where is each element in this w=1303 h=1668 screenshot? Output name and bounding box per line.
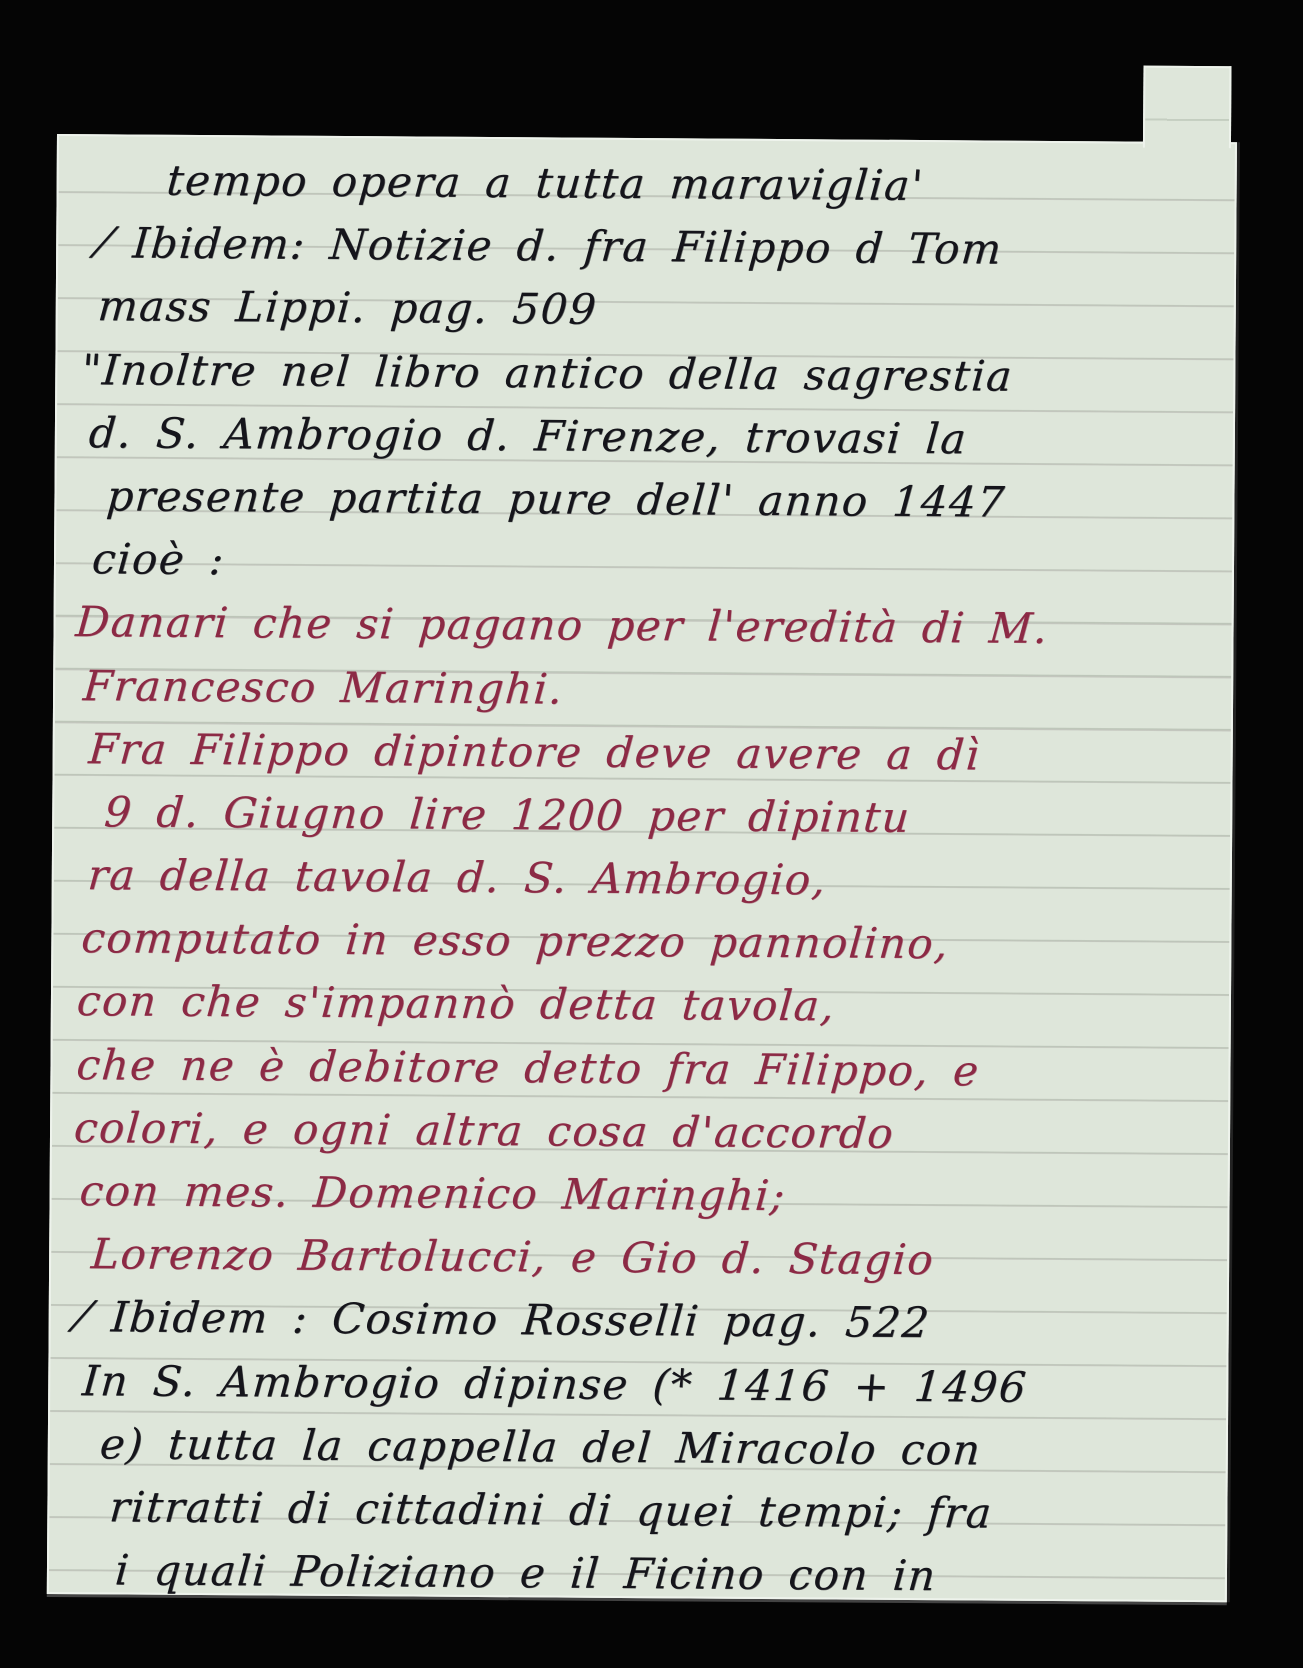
handwritten-line: d. S. Ambrogio d. Firenze, trovasi la bbox=[87, 407, 970, 464]
handwritten-line: tempo opera a tutta maraviglia' bbox=[165, 155, 926, 211]
handwritten-line: con che s'impannò detta tavola, bbox=[75, 976, 838, 1031]
card-tab bbox=[1143, 66, 1232, 149]
handwritten-line: ritratti di cittadini di quei tempi; fra bbox=[107, 1482, 995, 1538]
handwritten-line: presente partita pure dell' anno 1447 bbox=[104, 471, 1008, 527]
handwritten-line: ra della tavola d. S. Ambrogio, bbox=[86, 850, 829, 905]
handwritten-line: mass Lippi. pag. 509 bbox=[96, 281, 600, 335]
handwritten-line: "Inoltre nel libro antico della sagrestia bbox=[79, 344, 1015, 401]
handwritten-line: i quali Poliziano e il Ficino con in bbox=[113, 1545, 939, 1601]
handwritten-text-block bbox=[63, 148, 1229, 1609]
handwritten-line: computato in esso prezzo pannolino, bbox=[79, 913, 951, 969]
handwritten-line: e) tutta la cappella del Miracolo con bbox=[98, 1419, 984, 1475]
card-wrapper bbox=[47, 134, 1237, 1602]
handwritten-line: In S. Ambrogio dipinse (* 1416 + 1496 bbox=[80, 1355, 1030, 1412]
index-card bbox=[47, 134, 1237, 1602]
handwritten-line: cioè : bbox=[90, 534, 227, 585]
handwritten-line: ⁄ Ibidem: Notizie d. fra Filippo d Tom bbox=[98, 218, 1005, 274]
handwritten-line: ⁄ Ibidem : Cosimo Rosselli pag. 522 bbox=[77, 1292, 933, 1348]
handwritten-line: Danari che si pagano per l'eredità di M. bbox=[73, 597, 1051, 654]
handwritten-line: Francesco Maringhi. bbox=[81, 660, 566, 714]
handwritten-line: 9 d. Giugno lire 1200 per dipintu bbox=[102, 787, 913, 842]
handwritten-line: con mes. Domenico Maringhi; bbox=[77, 1166, 788, 1221]
handwritten-line: che ne è debitore detto fra Filippo, e bbox=[74, 1039, 982, 1096]
handwritten-line: Fra Filippo dipintore deve avere a dì bbox=[87, 723, 983, 780]
handwritten-line: Lorenzo Bartolucci, e Gio d. Stagio bbox=[89, 1229, 937, 1285]
handwritten-line: colori, e ogni altra cosa d'accordo bbox=[72, 1102, 897, 1158]
